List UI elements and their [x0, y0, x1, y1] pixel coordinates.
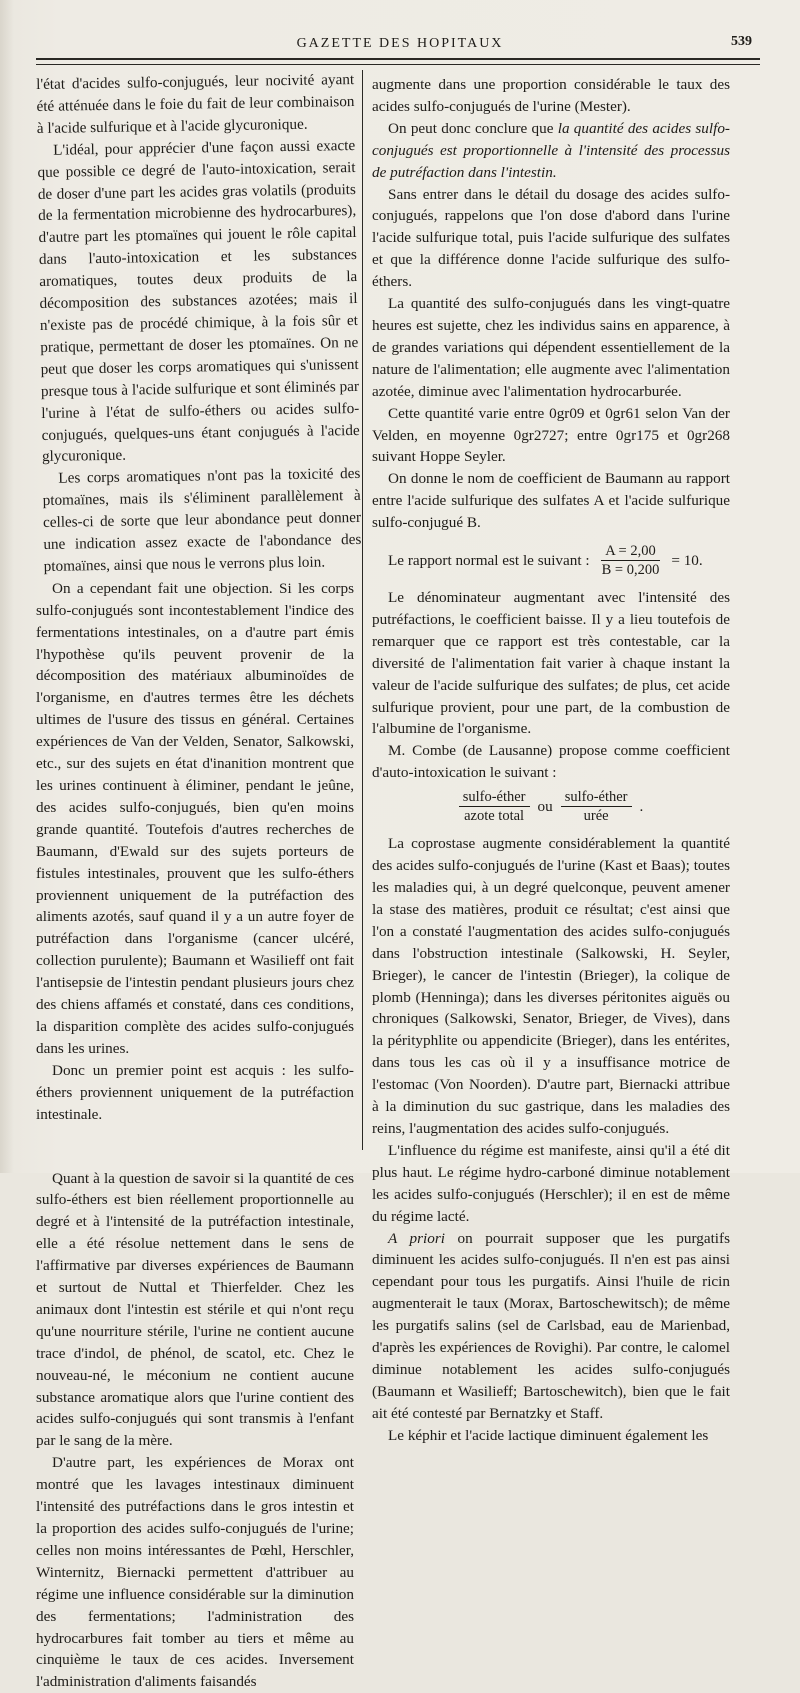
fraction [561, 788, 632, 825]
paragraph: D'autre part, les expériences de Morax ont montré que les lavages intestinaux diminuent l'intensité des putréfactions dans le gros intestin et la proportion des acides sulfo-conjugués de l'urine; celles non moins intéressantes de Pœhl, Herschler, Winternitz, Biernacki permettent d'attribuer au régime une influence considérable sur la diminution des fermentations; l'administration des hydrocarbures fait tomber au tiers et même au cinquième le taux de ces acides. Inversement l'administration d'aliments faisandés [36, 1454, 354, 1691]
header-rule [36, 58, 760, 60]
paragraph: l'état d'acides sulfo-conjugués, leur nocivité ayant été atténuée dans le foie du fait de leur combinaison à l'acide sulfurique et à l'acide glycuronique. [36, 71, 355, 137]
paragraph: Cette quantité varie entre 0gr09 et 0gr61 selon Van der Velden, en moyenne 0gr2727; entre 0gr175 et 0gr268 suivant Hoppe Seyler. [372, 404, 730, 466]
paragraph: Quant à la question de savoir si la quantité de ces sulfo-éthers est bien réellement proportionnelle au degré et à l'intensité de la putréfaction intestinale, elle a été résolue nettement dans le sens de l'affirmative par diverses expériences de Baumann et surtout de Nuttal et Thierfelder. Chez les animaux dont l'intestin est stérile et qui n'ont reçu qu'une nourriture stérile, l'urine ne contient aucune trace d'indol, de phénol, de scatol, etc. Chez le nouveau-né, le méconium ne contient aucune substance aromatique alors que l'urine contient des acides sulfo-conjugués qui sont transmis à l'enfant par le sang de la mère. [36, 1169, 354, 1450]
header-rule-thin [36, 64, 760, 65]
paragraph: On a cependant fait une objection. Si les corps sulfo-conjugués sont incontestablement l'indice des fermentations intestinales, on a d'autre part émis l'hypothèse qu'ils peuvent provenir de la décomposition des matériaux albuminoïdes de l'organisme, en d'autres termes être les déchets ultimes de l'usure des tissus en général. Certaines expériences de Van der Velden, Senator, Salkowski, etc., sur des sujets en état d'inanition montrent que les urines continuent à éliminer, pendant le jeûne, des acides sulfo-conjugués, bien qu'en moins grande quantité. Toutefois d'autres recherches de Baumann, d'Ewald sur des sujets porteurs de fistules intestinales, prouvent que les sulfo-éthers proviennent uniquement de la putréfaction des aliments azotés, sauf quand il y a un autre foyer de putréfaction dans l'organisme (cancer ulcéré, collection purulente); Baumann et Wasilieff ont fait l'antisepsie de l'intestin pendant plusieurs jours chez des chiens affamés et constaté, dans ces conditions, la disparition complète des acides sulfo-conjugués dans les urines. [36, 579, 354, 1057]
page-number: 539 [731, 34, 752, 49]
right-column [372, 74, 730, 1447]
fraction-numerator: sulfo-éther [561, 788, 632, 807]
fraction-denominator: B = 0,200 [601, 562, 660, 579]
paragraph-lead: On peut donc conclure que [388, 119, 558, 137]
paragraph [372, 1228, 730, 1425]
fraction-numerator: A = 2,00 [601, 542, 659, 561]
fraction [459, 788, 530, 825]
fraction [598, 542, 664, 579]
paragraph: Donc un premier point est acquis : les sulfo-éthers proviennent uniquement de la putréfaction intestinale. [36, 1061, 354, 1123]
fraction-numerator: sulfo-éther [459, 788, 530, 807]
fraction-denominator: urée [583, 808, 609, 825]
baumann-formula [372, 542, 730, 579]
combe-formula [372, 788, 730, 825]
paragraph: La quantité des sulfo-conjugués dans les vingt-quatre heures est sujette, chez les individus sains en apparence, à de grandes variations qui dépendent essentiellement de la nature de l'alimentation; elle augmente avec l'alimentation azotée, diminue avec l'alimentation hydrocarburée. [372, 295, 730, 400]
running-head: GAZETTE DES HOPITAUX [296, 36, 504, 51]
formula-end: . [639, 797, 644, 815]
paragraph: Sans entrer dans le détail du dosage des acides sulfo-conjugués, rappelons que l'on dose d'abord dans l'urine l'acide sulfurique total, puis l'acide sulfurique des sulfates et que la différence donne l'acide sulfurique des sulfo-éthers. [372, 185, 730, 291]
paragraph: L'influence du régime est manifeste, ainsi qu'il a été dit plus haut. Le régime hydro-carboné diminue notablement les acides sulfo-conjugués (Herschler); il en est de même du régime lacté. [372, 1141, 730, 1225]
paragraph: L'idéal, pour apprécier d'une façon aussi exacte que possible ce degré de l'auto-intoxication, serait de doser d'une part les acides gras volatils (produits de la fermentation microbienne des hydrocarbures), d'autre part les ptomaïnes qui jouent le rôle capital dans l'auto-intoxication et les substances aromatiques, toutes deux produits de la décomposition des substances azotées; mais il n'existe pas de procédé chimique, à la fois sûr et pratique, permettant de doser les ptomaïnes. On ne peut que doser les corps aromatiques qui s'unissent presque tous à l'acide sulfurique et sont éliminés par l'urine à l'état de sulfo-éthers ou acides sulfo-conjugués, quelques-uns étant conjugués à l'acide glycuronique. [37, 136, 360, 466]
paragraph: On donne le nom de coefficient de Baumann au rapport entre l'acide sulfurique des sulfates A et l'acide sulfurique sulfo-conjugué B. [372, 470, 730, 532]
paragraph-rest: on pourrait supposer que les purgatifs diminuent les acides sulfo-conjugués. Il n'en est pas ainsi cependant pour tous les purgatifs. Ainsi l'huile de ricin augmenterait le taux (Morax, Bartoschewitsch); de même les purgatifs salins (sel de Carlsbad, eau de Marienbad, d'après les expériences de Rovighi). Par contre, le calomel diminue notablement les acides sulfo-conjugués (Baumann et Wasilieff; Bartoschewitch), bien que le fait ait été contesté par Bernatzky et Staff. [372, 1229, 730, 1422]
paragraph: Le dénominateur augmentant avec l'intensité des putréfactions, le coefficient baisse. Il y a lieu toutefois de remarquer que ce rapport est très contestable, car la diversité de l'alimentation fait varier à chaque instant la valeur de l'acide sulfurique des sulfates; de plus, cet acide sulfurique provient, pour une part, de la combustion de l'albumine de l'organisme. [372, 589, 730, 738]
formula-result: = 10. [671, 551, 703, 569]
column-divider [362, 70, 363, 1150]
section-gap [36, 1126, 354, 1168]
paragraph: Les corps aromatiques n'ont pas la toxicité des ptomaïnes, mais ils s'éliminent parallèlement à celles-ci de sorte que leur abondance peut donner une indication assez exacte de l'abondance des ptomaïnes, ainsi que nous le verrons plus loin. [42, 465, 362, 575]
paragraph: La coprostase augmente considérablement la quantité des acides sulfo-conjugués de l'urine (Kast et Baas); toutes les maladies qui, à un degré quelconque, peuvent amener la stase des matières, produit ce résultat; c'est ainsi que l'on a constaté l'augmentation des acides sulfo-conjugués dans l'obstruction intestinale (Salkowski, H. Seyler, Brieger), le cancer de l'intestin (Brieger), la colique de plomb (Henninga); dans les diverses péritonites aiguës ou chroniques (Salkowski, Senator, Brieger, de Vives), dans la pérityphlite ou appendicite (Brieger), dans les entérites, dans tous les cas où il y a insuffisance motrice de l'estomac (Von Noorden). D'autre part, Biernacki attribue à la diminution du suc gastrique, dans les maladies des reins, l'augmentation des acides sulfo-conjugués. [372, 835, 730, 1137]
left-column [36, 71, 362, 1693]
paragraph: M. Combe (de Lausanne) propose comme coefficient d'auto-intoxication le suivant : [372, 742, 730, 782]
paragraph: augmente dans une proportion considérable le taux des acides sulfo-conjugués de l'urine (Mester). [372, 76, 730, 115]
formula-conjunction: ou [537, 797, 553, 815]
left-column-upper [36, 69, 362, 578]
conclusion-emphasis: la quantité des acides sulfo-conjugués est proportionnelle à l'intensité des processus de putréfaction dans l'intestin. [372, 119, 730, 181]
paragraph: Le képhir et l'acide lactique diminuent également les [388, 1426, 709, 1444]
formula-lead: Le rapport normal est le suivant : [388, 551, 590, 569]
a-priori-emphasis: A priori [388, 1229, 445, 1247]
paragraph [372, 118, 730, 184]
fraction-denominator: azote total [464, 808, 525, 825]
